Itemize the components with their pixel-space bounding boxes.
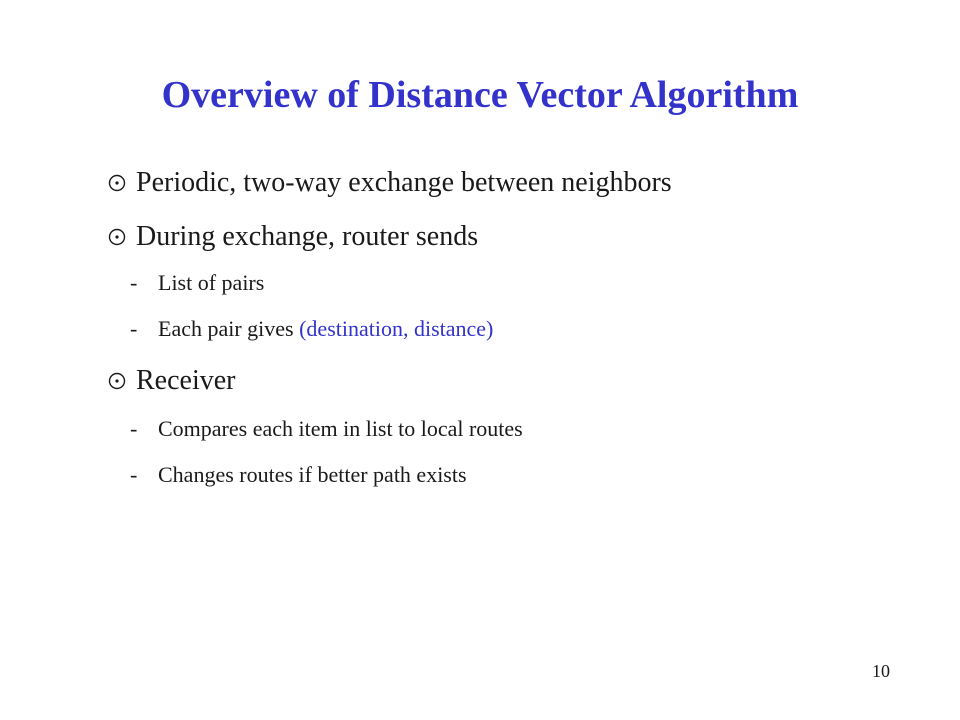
slide-title: Overview of Distance Vector Algorithm <box>161 74 799 116</box>
page-number: 10 <box>872 661 890 681</box>
sub-bullet-dash: - <box>130 416 138 441</box>
sub-bullet-text: Each pair gives <box>158 316 300 341</box>
sub-bullet-dash: - <box>130 316 138 341</box>
sub-bullet-item <box>130 462 467 488</box>
bullet-circle-dot-icon <box>108 174 126 192</box>
sub-bullet-highlight: (destination, distance) <box>299 316 494 341</box>
bullet-circle-dot-icon <box>108 372 126 390</box>
bullet-text: Receiver <box>136 365 236 396</box>
sub-bullet-item <box>130 270 264 296</box>
sub-bullet-dash: - <box>130 270 138 295</box>
sub-bullet-text: Changes routes if better path exists <box>158 462 467 487</box>
bullet-item <box>108 220 478 254</box>
sub-bullet-text: List of pairs <box>158 270 265 295</box>
sub-bullet-text: Compares each item in list to local routes <box>158 416 523 441</box>
sub-bullet-dash: - <box>130 462 138 487</box>
bullet-item <box>108 166 672 200</box>
sub-bullet-item <box>130 316 493 342</box>
bullet-circle-dot-icon <box>108 228 126 246</box>
bullet-text: During exchange, router sends <box>136 221 479 252</box>
bullet-item <box>108 364 236 398</box>
bullet-text: Periodic, two-way exchange between neighbors <box>136 167 672 198</box>
sub-bullet-item <box>130 416 523 442</box>
